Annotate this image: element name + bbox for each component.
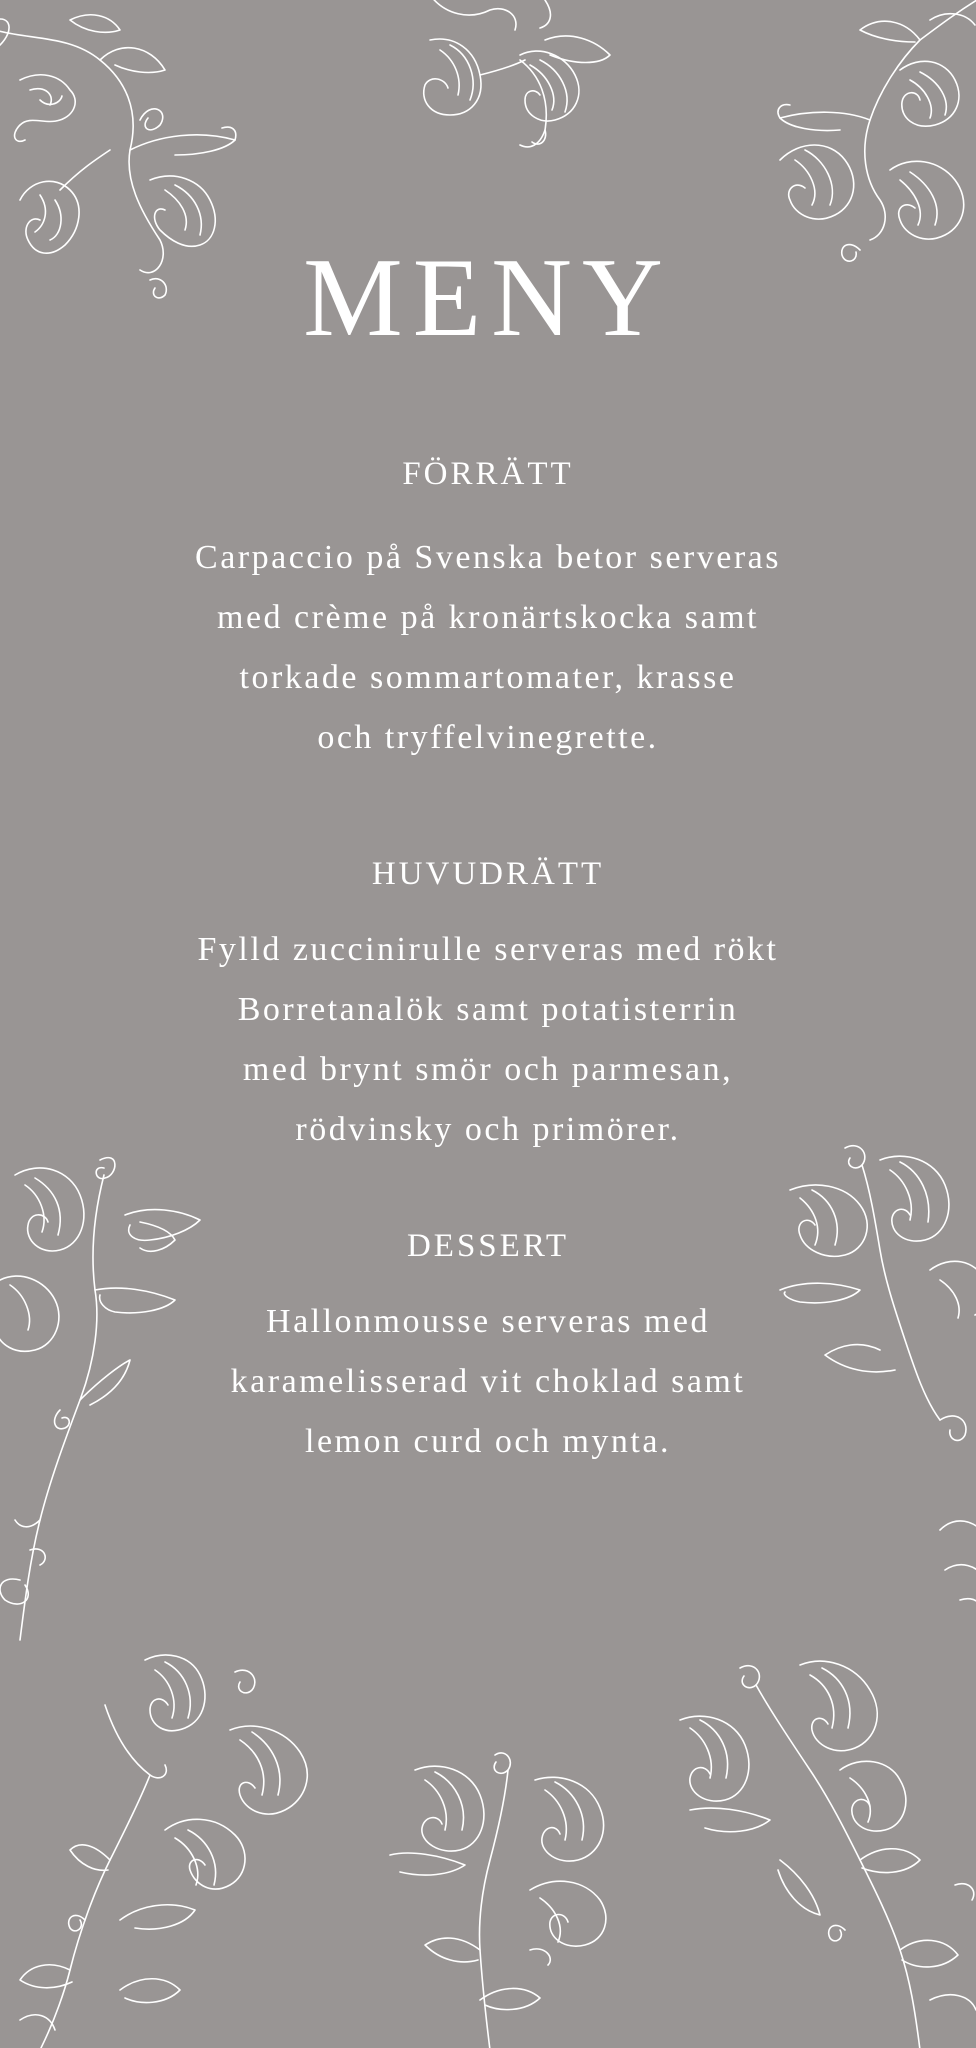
sweet-pea-icon-bottom-center: [390, 1753, 606, 2048]
section-description-dessert: [88, 1292, 888, 1472]
sweet-pea-icon-top-center: [424, 0, 610, 147]
description-line: och tryffelvinegrette.: [317, 719, 659, 756]
section-heading-starter: FÖRRÄTT: [402, 456, 574, 492]
description-line: rödvinsky och primörer.: [295, 1111, 681, 1148]
menu-title: MENY: [303, 236, 673, 360]
description-line: med brynt smör och parmesan,: [242, 1051, 734, 1088]
section-heading-main-course: HUVUDRÄTT: [371, 856, 605, 892]
description-line: torkade sommartomater, krasse: [239, 659, 737, 696]
sweet-pea-icon-bottom-left: [20, 1655, 307, 2048]
sweet-pea-icon-top-right: [778, 0, 976, 261]
description-line: karamelisserad vit choklad samt: [230, 1363, 746, 1400]
description-line: Hallonmousse serveras med: [266, 1303, 710, 1340]
section-heading-dessert: DESSERT: [406, 1228, 570, 1264]
sweet-pea-icon-bottom-right: [680, 1661, 976, 2048]
section-description-main-course: [88, 920, 888, 1160]
description-line: med crème på kronärtskocka samt: [217, 599, 759, 636]
description-line: Carpaccio på Svenska betor serveras: [195, 539, 781, 576]
description-line: lemon curd och mynta.: [305, 1423, 671, 1460]
section-description-starter: [88, 528, 888, 768]
description-line: Fylld zuccinirulle serveras med rökt: [197, 931, 779, 968]
description-line: Borretanalök samt potatisterrin: [237, 991, 739, 1028]
